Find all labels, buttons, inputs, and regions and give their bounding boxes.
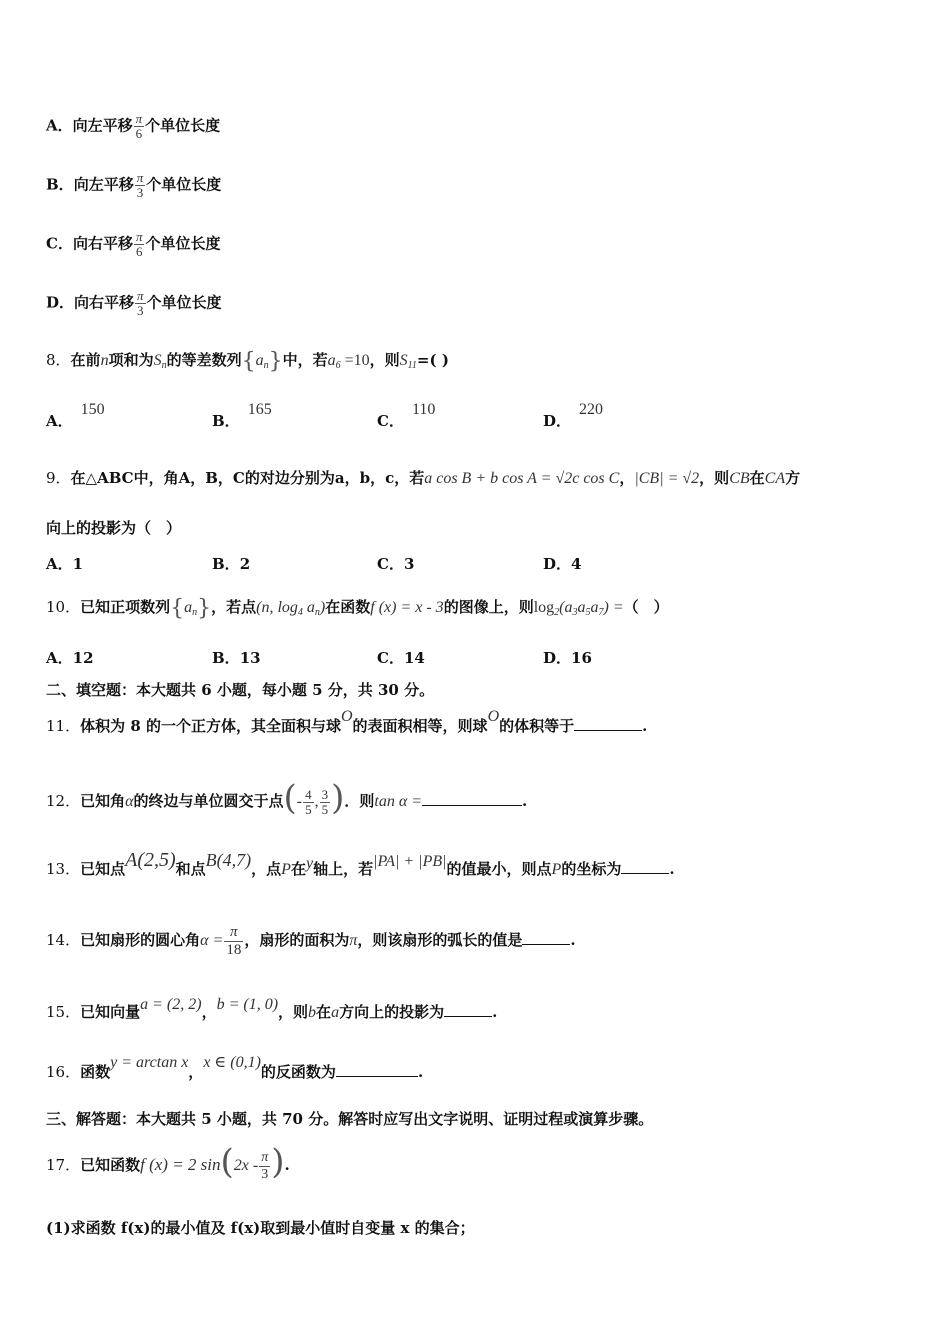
q8-option-a: A．150 <box>46 401 105 430</box>
q7-option-c: C．向右平移 $\frac{\pi}{6}$ 个单位长度 <box>46 229 221 259</box>
q10-option-c: C．14 <box>377 649 425 667</box>
q9-option-a: A．1 <box>46 555 84 573</box>
q7-option-a: A．向左平移 $\frac{\pi}{6}$ 个单位长度 <box>46 111 221 141</box>
q10-option-d: D．16 <box>543 649 592 667</box>
fraction: $\frac{\pi}{3}$ <box>136 170 144 200</box>
section-3-heading: 三、解答题：本大题共 5 小题，共 70 分。解答时应写出文字说明、证明过程或演算步骤。 <box>46 1110 654 1128</box>
question-9: 9．在△ABC中，角A，B，C的对边分别为a，b，c，若a cos B + b cos A = √2c cos C，|CB| = √2，则CB在CA方 <box>46 469 801 487</box>
question-12: 12．已知角α的终边与单位圆交于点(- $\frac{4}{5}$ , $\frac{3}{5}$ )．则tan α = . <box>46 778 528 818</box>
question-14: 14．已知扇形的圆心角α = $\frac{\pi}{18}$ ，扇形的面积为π，则该扇形的弧长的值是 . <box>46 923 576 958</box>
question-16: 16．函数y = arctan x，x ∈ (0,1)的反函数为 . <box>46 1054 424 1081</box>
q8-option-b: B．165 <box>212 401 272 430</box>
q10-option-b: B．13 <box>212 649 261 667</box>
q9-option-c: C．3 <box>377 555 415 573</box>
q9-option-d: D．4 <box>543 555 582 573</box>
q10-option-a: A．12 <box>46 649 94 667</box>
question-8: 8．在前n项和为$S_n$的等差数列$\{a_n\}$中，若$a_6 =10$，则$S_{11}=$( ) <box>46 349 449 374</box>
question-17: 17．已知函数f (x) = 2 sin(2x - $\frac{\pi}{3}$ ). <box>46 1142 290 1182</box>
q9-option-b: B．2 <box>212 555 251 573</box>
q8-option-d: D．220 <box>543 401 604 430</box>
fraction: $\frac{\pi}{6}$ <box>135 111 143 141</box>
question-17-part-1: (1)求函数 f(x)的最小值及 f(x)取到最小值时自变量 x 的集合； <box>46 1219 475 1237</box>
question-13: 13．已知点A(2,5)和点B(4,7)，点P在y轴上，若|PA| + |PB|的值最小，则点P的坐标为 . <box>46 849 675 878</box>
question-15: 15．已知向量a = (2, 2)，b = (1, 0)，则b在a方向上的投影为 . <box>46 996 498 1021</box>
question-11: 11．体积为 8 的一个正方体，其全面积与球O的表面积相等，则球O的体积等于 . <box>46 708 648 735</box>
question-9-line2: 向上的投影为（ ） <box>46 519 182 537</box>
fraction: $\frac{\pi}{3}$ <box>137 288 144 318</box>
section-2-heading: 二、填空题：本大题共 6 小题，每小题 5 分，共 30 分。 <box>46 681 435 699</box>
question-10: 10．已知正项数列$\{a_n\}$，若点(n, $\log_4 a_n$)在函数f (x) = x - 3的图像上，则$\log_2(a_3a_5a_7)$ =（ ） <box>46 596 669 621</box>
q7-option-d: D．向右平移 $\frac{\pi}{3}$ 个单位长度 <box>46 288 222 318</box>
fraction: $\frac{\pi}{6}$ <box>135 229 143 259</box>
q8-option-c: C．110 <box>377 401 436 430</box>
q7-option-b: B．向左平移 $\frac{\pi}{3}$ 个单位长度 <box>46 170 222 200</box>
